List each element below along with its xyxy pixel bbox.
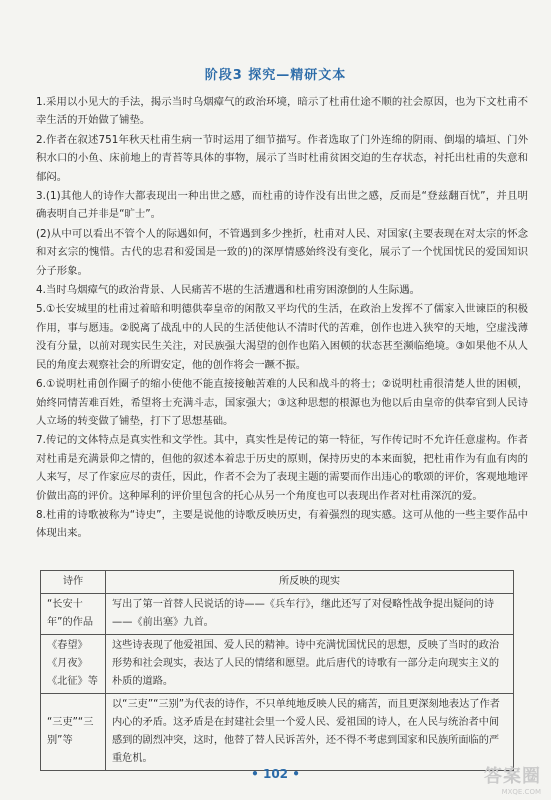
answer-7: 7.传记的文体特点是真实性和文学性。其中，真实性是传记的第一特征，写作传记时不允许任意虚构。作者对杜甫是充满景仰之情的，但他的叙述本着忠于历史的原则，保持历史的本来面貌，把杜甫作为有血有肉的人来写，尽了作家应尽的责任，因此，作者不会为了表现主题的需要而作出违心的歌颂的评价，客观地地评价做出高的评价。这种犀利的评价里包含的托心从另一个角度也可以表现出作者对杜甫深沉的爱。 (36, 434, 528, 502)
section-title: 阶段3 探究—精研文本 (204, 68, 347, 83)
table-row (41, 694, 514, 771)
column-header-work: 诗作 (41, 571, 106, 594)
answer-2: 2.作者在叙述751年秋天杜甫生病一节时运用了细节描写。作者选取了门外连绵的阴雨、倒塌的墙垣、门外积水口的小鱼、床前地上的青苔等具体的事物，展示了当时杜甫贫困交迫的生存状态，衬托出杜甫的失意和郁闷。 (36, 133, 528, 183)
works-table (40, 570, 514, 771)
table-row (41, 635, 514, 694)
answer-6: 6.①说明杜甫创作圈子的缩小使他不能直接接触苦难的人民和战斗的将士；②说明杜甫很清楚人世的困顿，始终同情苦难百姓，希望将士充满斗志，国家强大；③这种思想的根源也为他以后由皇帝的供奉官到人民诗人立场的转变做了铺垫，打下了思想基础。 (36, 378, 528, 427)
watermark-text: 答案圈 (484, 766, 541, 787)
answer-3-1: 3.(1)其他人的诗作大都表现出一种出世之感，而杜甫的诗作没有出世之感，反而是“登兹翻百忧”，并且明确表明自己并非是“旷士”。 (36, 190, 528, 221)
answer-8: 8.杜甫的诗歌被称为“诗史”，主要是说他的诗歌反映历史，有着强烈的现实感。这可从他的一些主要作品中体现出来。 (36, 508, 528, 540)
reality-cell: 以“三吏”“三别”为代表的诗作，不只单纯地反映人民的痛苦，而且更深刻地表达了作者内心的矛盾。这矛盾是在封建社会里一个爱人民、爱祖国的诗人，在人民与统治者中间感到的剧烈冲突，这时，他替了替人民诉苦外，还不得不考虑到国家和民族所面临的严重危机。 (106, 694, 514, 771)
answer-3-2: (2)从中可以看出不管个人的际遇如何，不管遇到多少挫折，杜甫对人民、对国家(主要表现在对太宗的怀念和对玄宗的愧惜。古代的忠君和爱国是一致的)的深厚情感始终没有变化，展示了一个忧国忧民的爱国知识分子形象。 (36, 227, 528, 277)
watermark-logo (484, 762, 541, 796)
page-number: • 102 • (251, 767, 300, 781)
answer-1: 1.采用以小见大的手法，揭示当时乌烟瘴气的政治环境，暗示了杜甫仕途不顺的社会原因，也为下文杜甫不幸生活的开始做了铺垫。 (36, 96, 528, 127)
answer-4: 4.当时乌烟瘴气的政治背景、人民痛苦不堪的生活遭遇和杜甫穷困潦倒的人生际遇。 (36, 284, 420, 297)
work-cell: 《春望》《月夜》《北征》等 (41, 635, 106, 694)
reality-cell: 这些诗表现了他爱祖国、爱人民的精神。诗中充满忧国忧民的思想，反映了当时的政治形势和社会现实，表达了人民的情绪和愿望。此后唐代的诗歌有一部分走向现实主义的朴质的道路。 (106, 635, 514, 694)
column-header-reality: 所反映的现实 (106, 571, 514, 594)
table-header-row (41, 571, 514, 594)
table-row (41, 594, 514, 635)
reality-cell: 写出了第一首替人民说话的诗——《兵车行》，继此还写了对侵略性战争提出疑问的诗——《前出塞》九首。 (106, 594, 514, 635)
work-cell: “三吏”“三别”等 (41, 694, 106, 771)
answer-5: 5.①长安城里的杜甫过着暗和明德供奉皇帝的闲散又平均代的生活，在政治上发挥不了儒家入世谏臣的积极作用，事与愿违。②脱离了战乱中的人民的生活使他认不清时代的苦难，创作也进入狭窄的天地，空虚浅薄没有分量，以前对现实民生关注，对民族强大渴望的创作也陷入困顿的状态甚至濒临绝境。③如果他不从人民的角度去观察社会的所谓安定，他的创作将会一蹶不振。 (36, 303, 528, 371)
work-cell: “长安十年”的作品 (41, 594, 106, 635)
answer-content (36, 93, 528, 544)
watermark-url: MXQE.COM (501, 788, 541, 796)
